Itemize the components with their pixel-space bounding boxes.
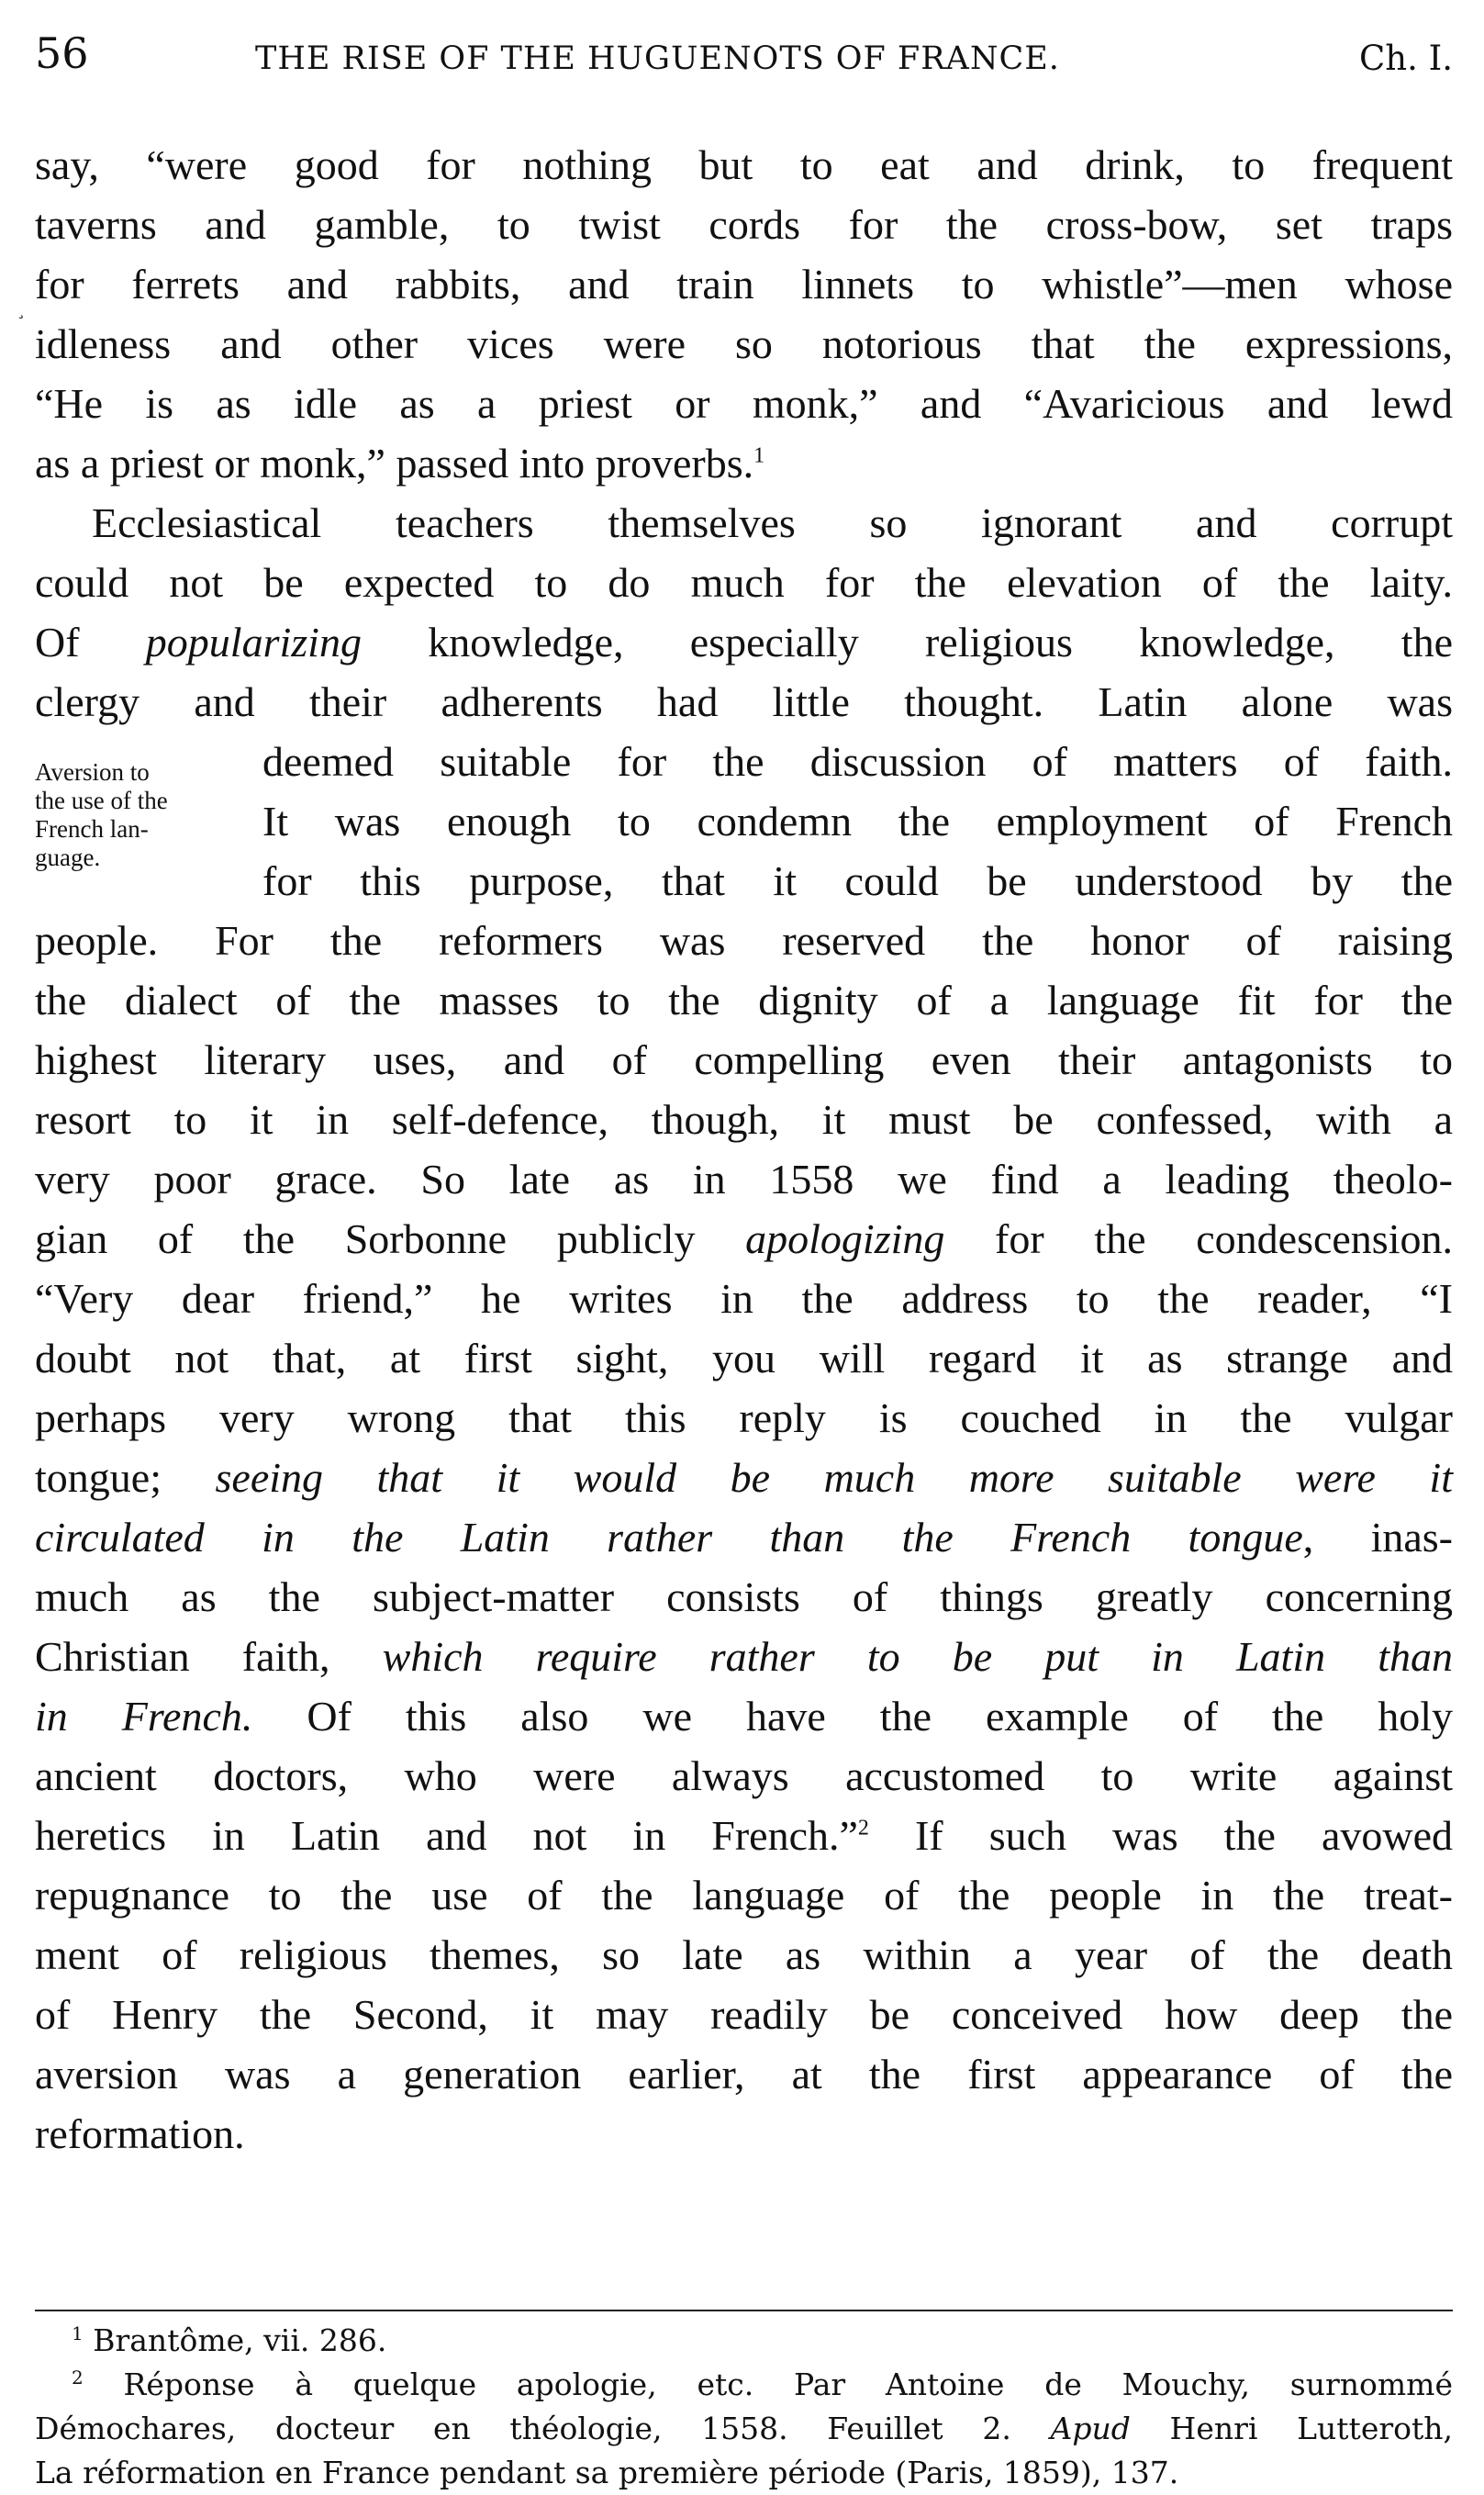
- margin-note-line: Aversion to: [35, 758, 150, 786]
- italic-span: which require rather to be put in Latin than: [382, 1633, 1453, 1680]
- text-line: say, “were good for nothing but to eat and drink, to frequent: [35, 141, 1453, 188]
- text-line: [35, 1808, 1453, 1863]
- text-line: for this purpose, that it could be understood by the: [262, 857, 1453, 904]
- text-line: idleness and other vices were so notorious that the expressions,: [35, 320, 1453, 367]
- text-line: “He is as idle as a priest or monk,” and “Avaricious and lewd: [35, 380, 1453, 427]
- running-title: THE RISE OF THE HUGUENOTS OF FRANCE.: [255, 40, 1060, 77]
- text-line: perhaps very wrong that this reply is couched in the vulgar: [35, 1394, 1453, 1441]
- text-line: Ecclesiastical teachers themselves so ignorant and corrupt: [92, 499, 1453, 546]
- text-line: reformation.: [35, 2110, 245, 2157]
- text-span: for the condescension.: [944, 1215, 1453, 1262]
- margin-note-line: French lan-: [35, 815, 149, 843]
- text-span: as a priest or monk,” passed into proverbs.: [35, 440, 754, 487]
- stray-print-mark: ¸: [17, 297, 26, 319]
- text-line: ment of religious themes, so late as within a year of the death: [35, 1931, 1453, 1978]
- text-span: gian of the Sorbonne publicly: [35, 1215, 746, 1262]
- margin-note-line: guage.: [35, 844, 101, 871]
- footnote-ref: 2: [857, 1816, 869, 1840]
- text-span: If such was the avowed: [868, 1812, 1453, 1859]
- text-line: much as the subject-matter consists of things greatly concerning: [35, 1573, 1453, 1620]
- text-line: [35, 615, 1453, 670]
- text-line: the dialect of the masses to the dignity of a language fit for the: [35, 977, 1453, 1024]
- text-line: “Very dear friend,” he writes in the address to the reader, “I: [35, 1275, 1453, 1322]
- text-line: [35, 1510, 1453, 1565]
- text-span: tongue;: [35, 1454, 216, 1501]
- text-span: Christian faith,: [35, 1633, 383, 1680]
- text-line: doubt not that, at first sight, you will regard it as strange and: [35, 1335, 1453, 1382]
- text-line: ancient doctors, who were always accustomed to write against: [35, 1752, 1453, 1799]
- text-line: highest literary uses, and of compelling even their antagonists to: [35, 1036, 1453, 1083]
- text-span: Of: [35, 619, 146, 666]
- footnote-text: Démochares, docteur en théologie, 1558. Feuillet 2.: [35, 2411, 1051, 2446]
- text-line: [35, 1212, 1453, 1267]
- footnote-text: Réponse à quelque apologie, etc. Par Antoine de Mouchy, surnommé: [123, 2366, 1453, 2402]
- text-line: [35, 436, 1453, 491]
- text-line: resort to it in self-defence, though, it must be confessed, with a: [35, 1096, 1453, 1143]
- text-line: deemed suitable for the discussion of matters of faith.: [262, 738, 1453, 785]
- text-span: heretics in Latin and not in French.”: [35, 1812, 858, 1859]
- text-span: knowledge, especially religious knowledge, the: [361, 619, 1453, 666]
- footnote-text: La réformation en France pendant sa première période (Paris, 1859), 137.: [35, 2455, 1179, 2490]
- footnote-mark: 2: [72, 2366, 84, 2389]
- text-line: aversion was a generation earlier, at the first appearance of the: [35, 2051, 1453, 2098]
- text-line: for ferrets and rabbits, and train linnets to whistle”—men whose: [35, 261, 1453, 308]
- footnote-text: Henri Lutteroth,: [1130, 2411, 1453, 2446]
- footnote-1: [72, 2319, 1453, 2363]
- running-header: [35, 26, 1453, 81]
- text-span: , inas-: [1302, 1514, 1454, 1561]
- italic-span: Apud: [1050, 2411, 1131, 2446]
- footnote-rule: [35, 2310, 1453, 2311]
- chapter-mark: Ch. I.: [1358, 39, 1453, 78]
- text-line: could not be expected to do much for the elevation of the laity.: [35, 559, 1453, 606]
- margin-note: [35, 758, 246, 872]
- text-span: Of this also we have the example of the holy: [252, 1693, 1453, 1740]
- margin-note-line: the use of the: [35, 787, 168, 814]
- italic-span: apologizing: [745, 1215, 945, 1262]
- text-line: [35, 1450, 1453, 1505]
- footnote-2-line: [72, 2363, 1453, 2407]
- footnote-2-line: [35, 2451, 1453, 2495]
- italic-span: seeing that it would be much more suitable were it: [215, 1454, 1453, 1501]
- footnote-ref: 1: [753, 443, 765, 468]
- text-line: It was enough to condemn the employment of French: [262, 798, 1453, 845]
- footnote-2-line: [35, 2407, 1453, 2451]
- italic-span: circulated in the Latin rather than the French tongue: [35, 1514, 1303, 1561]
- italic-span: in French.: [35, 1693, 253, 1740]
- text-line: repugnance to the use of the language of the people in the treat-: [35, 1872, 1453, 1919]
- text-line: [35, 1629, 1453, 1684]
- text-line: very poor grace. So late as in 1558 we find a leading theolo-: [35, 1156, 1453, 1203]
- text-line: clergy and their adherents had little thought. Latin alone was: [35, 678, 1453, 725]
- text-line: of Henry the Second, it may readily be conceived how deep the: [35, 1991, 1453, 2038]
- text-line: taverns and gamble, to twist cords for the cross-bow, set traps: [35, 201, 1453, 248]
- footnote-text: Brantôme, vii. 286.: [93, 2322, 387, 2358]
- text-line: people. For the reformers was reserved the honor of raising: [35, 917, 1453, 964]
- page-number: 56: [35, 28, 89, 78]
- footnote-mark: 1: [72, 2322, 84, 2344]
- text-line: [35, 1689, 1453, 1744]
- italic-span: popularizing: [145, 619, 362, 666]
